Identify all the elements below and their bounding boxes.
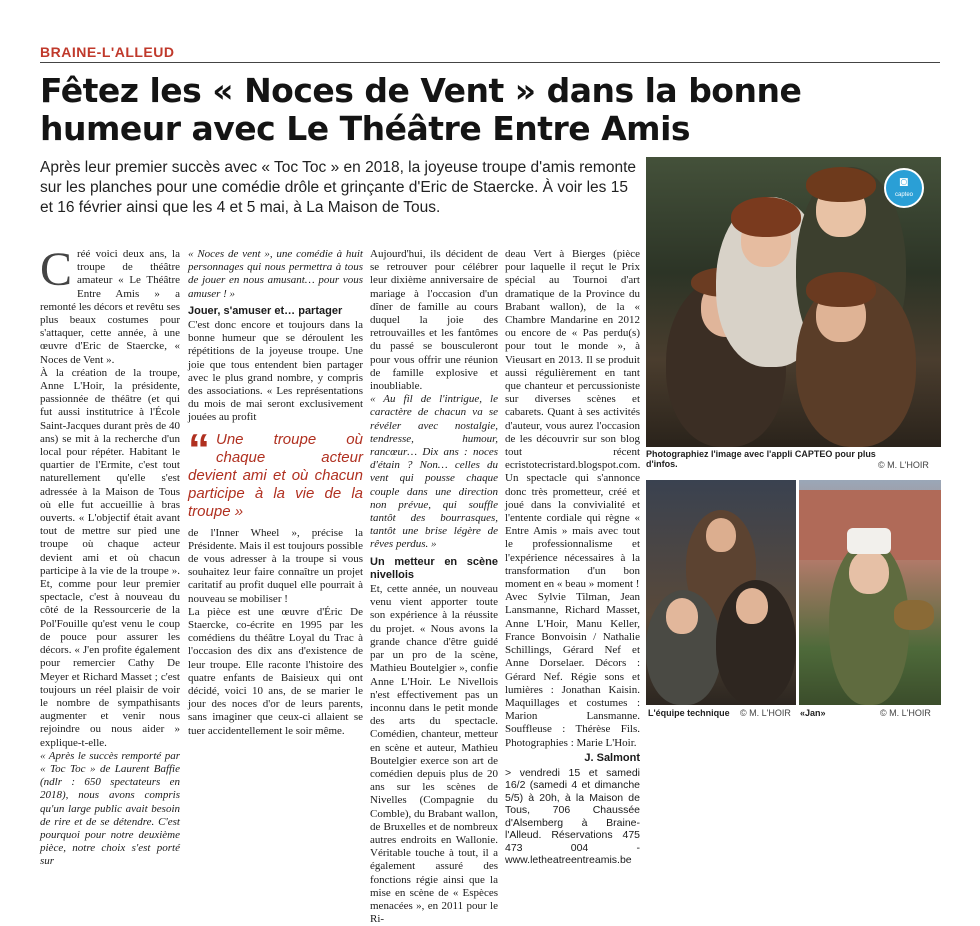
paragraph: Un spectacle qui s'annonce donc très prometteur, créé et joué dans la convivialité et l'entente cordiale qui règne « Entre Amis » mais avec tout le professionnalisme et l'expérience nécessaires à la transformation d'un bon moment en « beau » moment !: [505, 472, 640, 591]
chef-hat: [847, 528, 891, 554]
author-signature: J. Salmont: [584, 751, 640, 764]
paragraph: « Noces de vent », une comédie à huit personnages qui nous permettra à tous de jouer en nous amusant… pour vous amuser ! »: [188, 248, 363, 300]
practical-info: > vendredi 15 et samedi 16/2 (samedi 4 et dimanche 5/5) à 20h, à la Maison de Tous, 706 Chaussée d'Alsemberg à Braine-l'Alleud. Réservations 475 473 004 - www.letheatreentreamis.be: [505, 766, 640, 867]
section-label: BRAINE-L'ALLEUD: [40, 44, 175, 60]
pull-quote: [188, 424, 363, 521]
person-face: [666, 598, 698, 634]
paragraph: Et, cette année, un nouveau venu vient apporter toute son expérience à la réussite du projet. « Nous avons la grande chance d'être guidé par un pro de la scène, Mathieu Boutelgier », confie Anne L'Hoir. Le Nivellois n'est effectivement pas un inconnu dans le petit monde des arts du spectacle. Comédien, chanteur, metteur en scène et auteur, Mathieu Boutelgier exerce son art de comédien depuis plus de 20 ans sur les scènes de Nivelles (Compagnie du Comble), du Brabant wallon, de Bruxelles et de nombreux autres endroits en Wallonie. Véritable touche à tout, il a également assuré des fonctions régie ainsi que la mise en scène de « Espèces menacées », en 2011 pour le Ri-: [370, 583, 499, 926]
subheading: Jouer, s'amuser et… partager: [188, 304, 343, 317]
jan-credit: © M. L'HOIR: [880, 708, 931, 718]
paragraph: C'est donc encore et toujours dans la bonne humeur que se déroulent les répétitions de la joyeuse troupe. Une joie que tous entendent bien partager avec le plus grand nombre, y compris des associations. « Les représentations du mois de mai seront exclusivement jouées au profit: [188, 319, 363, 424]
article-column-3: [370, 248, 499, 926]
article-column-2: [188, 248, 363, 737]
technical-team-photo: [646, 480, 796, 705]
article-column-4: [505, 248, 641, 867]
paragraph: À la création de la troupe, Anne L'Hoir, la présidente, passionnée de théâtre (et qui fut aussi institutrice à l'École Saint-Jacques durant près de 40 ans) se mit à la recherche d'un local pour répéter. Habitant le quartier de l'Ermite, c'est tout naturellement qu'elle s'est adressée à la Maison de Tous où elle fut accueillie à bras ouverts. « L'objectif était avant tout de mettre sur pied une troupe où chaque acteur devient ami et où chacun participe à la vie de la troupe ». Et, comme pour leur premier spectacle, c'est à nouveau du côté de la Ressourcerie de la Pol'Fouille qu'est venu le coup de pouce pour assurer les décors. « J'en profite également pour remercier Cathy De Meyer et Richard Masset ; c'est toujours un réel plaisir de voir le nombre de sympathisants augmenter et venir nous rejoindre ou nous aider » explique-t-elle.: [40, 366, 180, 749]
main-photo-credit: © M. L'HOIR: [878, 460, 929, 470]
lead-paragraph: Après leur premier succès avec « Toc Toc » en 2018, la joyeuse troupe d'amis remonte sur les planches pour une comédie drôle et grinçante d'Eric de Staercke. À voir les 15 et 16 février ainsi que les 4 et 5 mai, à La Maison de Tous.: [40, 159, 637, 216]
subheading: Un metteur en scène nivellois: [370, 555, 498, 581]
article-column-1: [40, 243, 180, 868]
paragraph: « Après le succès remporté par « Toc Toc » de Laurent Baffie (ndlr : 650 spectateurs en 2018), nous avons compris qu'un large public avait besoin de rire et de se détendre. C'est pourquoi pour notre deuxième pièce, notre choix s'est porté sur: [40, 749, 180, 868]
capteo-camera-icon: [884, 168, 924, 208]
paragraph: La pièce est une œuvre d'Éric De Staercke, co-écrite en 1995 par les comédiens du théâtre Loyal du Trac à l'occasion des dix ans d'existence de leur troupe. Elle raconte l'histoire des quatre enfants de Baisieux qui ont décidé, voici 10 ans, de se marier le jour des noces d'or de leurs parents, sans imaginer que ceux-ci allaient se tuer accidentellement le soir même.: [188, 605, 363, 737]
paragraph: réé voici deux ans, la troupe de théâtre amateur « Le Théâtre Entre Amis » a remonté les décors et revêtu ses plus beaux costumes pour s'attaquer, cette année, à une œuvre d'Eric de Staercke, « Noces de Vent ».: [40, 248, 180, 366]
technical-team-caption: L'équipe technique: [648, 708, 730, 718]
headline: Fêtez les « Noces de Vent » dans la bonne humeur avec Le Théâtre Entre Amis: [40, 71, 802, 148]
person-face: [849, 550, 889, 594]
tray: [894, 600, 934, 630]
quote-mark-icon: “: [188, 424, 210, 474]
paragraph: « Au fil de l'intrigue, le caractère de chacun va se révéler avec nostalgie, tendresse, humour, rancœur… Dix ans : noces d'étain ? Non… celles du vent qui pousse chaque couple dans une direction non prévue, qui souffle tantôt des bourrasques, tantôt une brise légère de rêves perdus. »: [370, 393, 498, 551]
person-hair: [806, 167, 876, 202]
paragraph: Aujourd'hui, ils décident de se retrouver pour célébrer leur dixième anniversaire de mariage à l'occasion d'un dîner de famille au cours duquel la joie des retrouvailles et les fantômes du passé se bousculeront pour vous offrir une réunion de famille explosive et inoubliable.: [370, 248, 498, 393]
capteo-label: capteo: [894, 192, 913, 198]
paragraph: deau Vert à Bierges (pièce pour laquelle il reçut le Prix spécial au Tournoi d'art dramatique de la Province du Brabant wallon), de la « Chambre Mandarine en 2012 ou encore de « Pas perdu(s) pour tout le monde », à Vieusart en 2013. Il se produit aussi régulièrement en tant que chanteur et percussioniste sur diverses scènes et cabarets. Quant à ses activités d'auteur, vous aurez l'occasion de les découvrir sur son blog tout récent ecristotecristard.blogspot.com.: [505, 248, 641, 472]
person-hair: [806, 272, 876, 307]
paragraph: de l'Inner Wheel », précise la Présidente. Mais il est toujours possible de vous adresser à la troupe si vous souhaitez leur faire connaître un projet caritatif au profit duquel elle pourrait à nouveau se mobiliser !: [188, 526, 363, 605]
jan-caption: «Jan»: [800, 708, 826, 718]
person-face: [736, 588, 768, 624]
technical-team-credit: © M. L'HOIR: [740, 708, 791, 718]
person-face: [706, 518, 736, 552]
pull-quote-text: Une troupe où chaque acteur devient ami et où chacun participe à la vie de la troupe »: [188, 430, 363, 520]
paragraph: Avec Sylvie Tilman, Jean Lansmanne, Richard Masset, Anne L'Hoir, Manu Keller, France Bonvoisin / Nathalie Schillings, Gérard Nef et Anne Dorselaer. Décors : Gérard Nef. Régie sons et lumières : Jonathan Kaisin. Maquillages et costumes : Marion Lansmanne. Souffleuse : Thérèse Fils. Photographies : Marie L'Hoir.: [505, 591, 640, 749]
drop-cap: C: [40, 243, 73, 296]
jan-photo: [799, 480, 941, 705]
section-divider: [40, 62, 940, 63]
main-photo-caption: Photographiez l'image avec l'appli CAPTEO pour plus d'infos.: [646, 449, 876, 469]
person-hair: [731, 197, 801, 237]
camera-icon: ◙: [899, 173, 909, 189]
